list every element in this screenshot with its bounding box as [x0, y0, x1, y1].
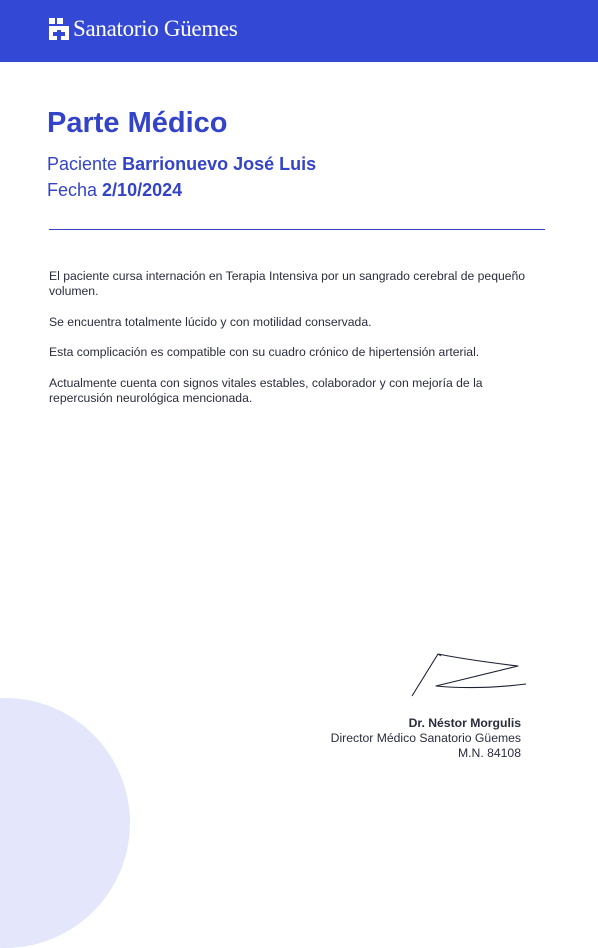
page-title: Parte Médico [47, 107, 228, 139]
header-bar [0, 0, 598, 62]
signature-image [408, 648, 530, 700]
report-paragraph: Esta complicación es compatible con su cuadro crónico de hipertensión arterial. [49, 345, 480, 360]
report-paragraph: El paciente cursa internación en Terapia Intensiva por un sangrado cerebral de pequeño volumen. [49, 269, 526, 299]
brand-name: Sanatorio Güemes [73, 16, 238, 41]
patient-name: Barrionuevo José Luis [122, 154, 317, 174]
report-body [49, 269, 549, 421]
patient-line [47, 152, 316, 176]
cross-logo-icon [49, 18, 69, 40]
brand-logo [49, 16, 237, 42]
report-paragraph: Se encuentra totalmente lúcido y con motilidad conservada. [49, 314, 372, 329]
doctor-name: Dr. Néstor Morgulis [408, 716, 521, 730]
patient-label: Paciente [47, 154, 118, 174]
doctor-signature-block [331, 716, 521, 761]
date-line [47, 178, 182, 202]
divider [49, 229, 545, 230]
date-label: Fecha [47, 180, 98, 200]
date-value: 2/10/2024 [102, 180, 183, 200]
report-paragraph: Actualmente cuenta con signos vitales estables, colaborador y con mejoría de la repercusión neurológica mencionada. [49, 375, 483, 406]
decorative-circle [0, 698, 130, 948]
doctor-license: M.N. 84108 [457, 746, 521, 760]
doctor-role: Director Médico Sanatorio Güemes [330, 731, 521, 745]
